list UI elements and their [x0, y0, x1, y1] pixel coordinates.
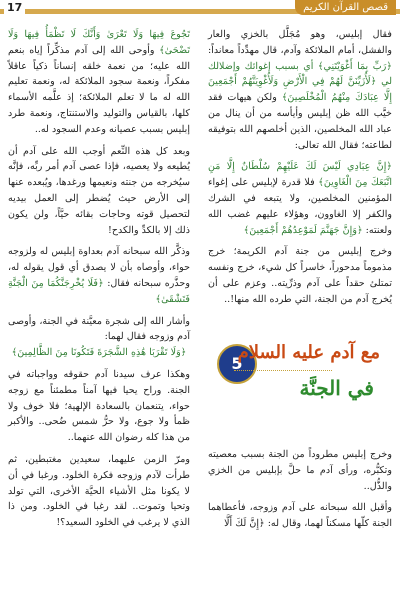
- text: وأشار الله إلى شجرة معيَّنة في الجنة، وأوصى آدم وزوجه فقال لهما:: [8, 315, 190, 343]
- text: فقال إبليس، وهو مُجَلَّل بالخزي والعار والفشل، أمام الملائكة وآدم، قال مهدِّداً معانداً:: [208, 29, 392, 56]
- left-column: [8, 27, 190, 537]
- paragraph: [208, 27, 392, 153]
- paragraph: وهكذا عرف سيدنا آدم حقوقه وواجباته في الجنة. وراح يحيا فيها آمناً مطمئناً مع زوجه حواء، يتنعمان بالسعادة الإلهية؛ فلا خوف ولا ظمأ ولا جوع، ولا حرُّ شمس ضُحى.. والأكبر من هذا كله رضوان الله عنهما..: [8, 368, 190, 444]
- quran-verse: ﴿رَبِّ بِمَا أَغْوَيْتَنِي﴾ أي بسبب إغوائك وإضلالك لي ﴿لَأُزَيِّنَنَّ لَهُمْ فِي الْأَرْضِ وَلَأُغْوِيَنَّهُمْ أَجْمَعِينَ إِلَّا عِبَادَكَ مِنْهُمُ الْمُخْلَصِينَ﴾: [208, 60, 392, 104]
- paragraph: وخرج إبليس مطروداً من الجنة بسبب معصيته وتكبُّره، ورأى آدم ما حلَّ بإبليس من الخزي والذُّل..: [208, 449, 392, 492]
- paragraph: [8, 27, 190, 138]
- quran-verse: تَجُوعَ فِيهَا وَلَا تَعْرَىٰ وَأَنَّكَ لَا تَظْمَأُ فِيهَا وَلَا تَضْحَىٰ﴾: [8, 29, 190, 56]
- quran-verse: ﴿فَلَا يُخْرِجَنَّكُمَا مِنَ الْجَنَّةِ فَتَشْقَىٰ﴾: [8, 277, 190, 305]
- text: فلا قدرة لإبليس على إغواء المؤمنين المخلصين، ولا يتبعه في الشرك والكفر إلا الغاوون، وهؤلاء عليهم غضب الله ولعنته:: [208, 177, 392, 236]
- page-number: 17: [4, 1, 25, 14]
- paragraph: [8, 314, 190, 361]
- ornament-line: [234, 370, 332, 372]
- quran-verse: ﴿وَإِنَّ جَهَنَّمَ لَمَوْعِدُهُمْ أَجْمَعِينَ﴾: [243, 224, 363, 236]
- right-column-bottom: [208, 447, 392, 538]
- section-number: 5: [217, 344, 257, 384]
- page-header: [0, 0, 400, 16]
- text: وأوحى الله إلى آدم مذكِّراً إياه بنعم الله عليه؛ من نعمة خلقه إنساناً ذكياً عاقلاً مفكراً، ونعمة سجود الملائكة له، ونعمة تعليم الله له ما لا تعلم الملائكة؛ إذ علَّمه الأسماء كلها، بالقياس والتوليد والاستنتاج، ونعمة طرد إبليس بسبب عصيانه وعدم السجود له..: [8, 44, 190, 135]
- book-title: قصص القرآن الكريم: [295, 0, 396, 15]
- text: وذكَّر الله سبحانه آدم بعداوة إبليس له ولزوجه حواء، وأوصاه بأن لا يصدق أي قول يقوله له، وحذَّره سبحانه فقال:: [8, 246, 190, 289]
- section-title-line2: في الجنَّة: [299, 376, 374, 400]
- paragraph: [8, 244, 190, 307]
- text: ولكن هيهات فقد خيَّب الله ظن إبليس وأيأسه من أن ينال من عباد الله المخلصين، الذين أخلصهم الله بتوفيقه لطاعته؛ فقال الله تعالى:: [208, 92, 392, 151]
- section-heading: [208, 332, 392, 442]
- right-column: [208, 27, 392, 314]
- paragraph: وأقبل الله سبحانه على آدم وزوجه، فأعطاهما الجنة كلّها مسكناً لهما، وقال له: ﴿إِنَّ لَكَ أَلَّا: [208, 502, 392, 530]
- paragraph: ومرّ الزمن عليهما، سعيدين مغتبطين، ثم طرأت لآدم وزوجه فكرة الخلود. ورغبا في أن لا يكونا مثل الأشياء الحيَّة الأخرى، التي تولد وتحيا وتموت.. لقد رغبا في الخلود. ومن ذا الذي لا يرغب في الخلود السعيد؟!: [8, 453, 190, 529]
- paragraph: [208, 159, 392, 238]
- paragraph: وخرج إبليس من جنة آدم الكريمة؛ خرج مذموماً مدحوراً، خاسراً كل شيء، خرج ونفسه تمتلئ حقداً على آدم وذرِّيته.. وعزم على أن يُخرج آدم من الجنة، التي طرده الله منها!..: [208, 246, 392, 305]
- quran-verse: ﴿وَلَا تَقْرَبَا هَٰذِهِ الشَّجَرَةَ فَتَكُونَا مِنَ الظَّالِمِينَ﴾: [11, 347, 187, 359]
- paragraph: وبعد كل هذه النِّعم أوجب الله على آدم أن يُطيعه ولا يعصيه، فإذا عصى آدم أمر ربِّه، فإنَّه سيُخرجه من جنته ونعيمها ورغدها، ويُبعده عنها إلى الأرض حيث يُضطر إلى العمل بيديه لتحصيل قوته وحاجات بقائه حيَّاً، ولن يكون ذلك إلا بالكدِّ والكدح!: [8, 145, 190, 236]
- section-title-line1: مع آدم عليه السلام: [237, 342, 380, 363]
- quran-verse: ﴿إِنَّ عِبَادِي لَيْسَ لَكَ عَلَيْهِمْ سُلْطَانٌ إِلَّا مَنِ اتَّبَعَكَ مِنَ الْغَاوِينَ﴾: [208, 161, 392, 189]
